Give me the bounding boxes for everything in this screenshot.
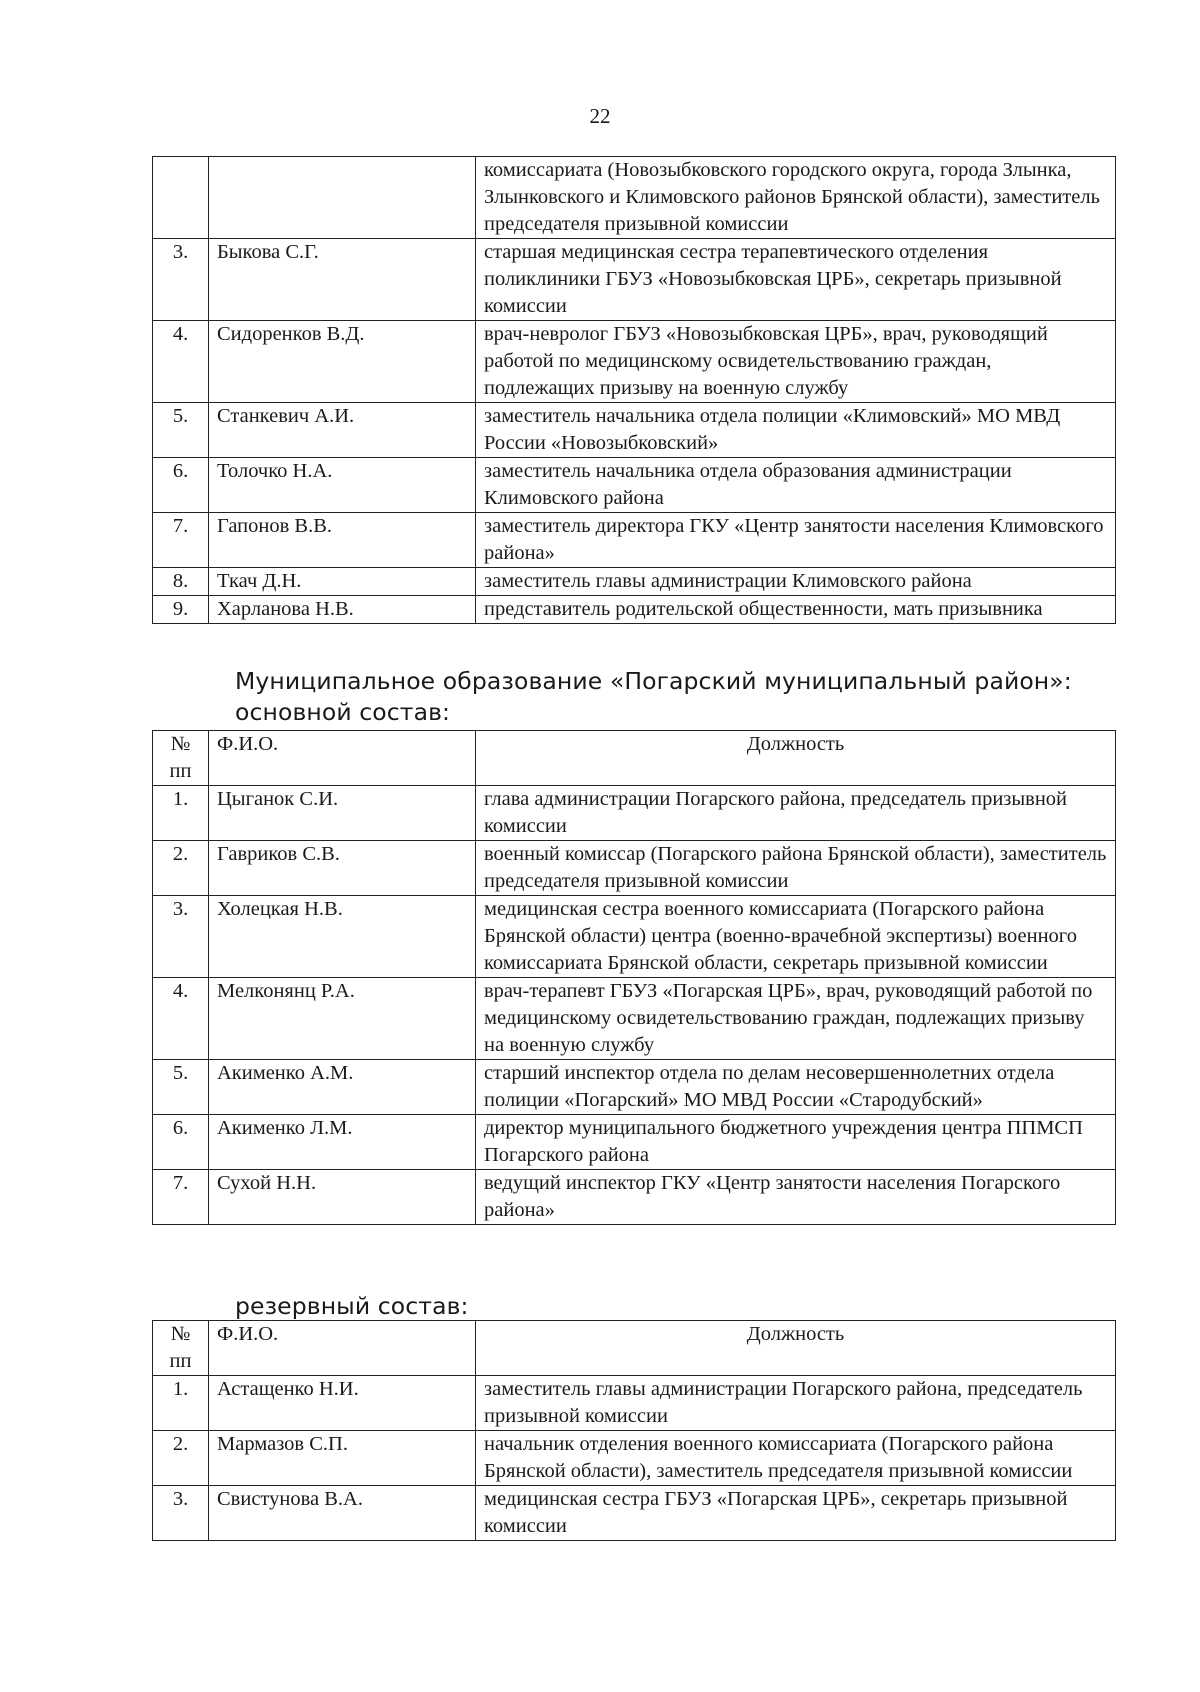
row-number: 2. bbox=[153, 1431, 209, 1486]
row-fio: Ткач Д.Н. bbox=[209, 568, 476, 596]
table-row bbox=[153, 458, 1116, 513]
header-row bbox=[153, 1321, 1116, 1376]
table-row bbox=[153, 1170, 1116, 1225]
row-number: 2. bbox=[153, 841, 209, 896]
row-position: военный комиссар (Погарского района Брянской области), заместитель председателя призывной комиссии bbox=[476, 841, 1116, 896]
table-row bbox=[153, 1486, 1116, 1541]
row-position: врач-невролог ГБУЗ «Новозыбковская ЦРБ», врач, руководящий работой по медицинскому освидетельствованию граждан, подлежащих призыву на военную службу bbox=[476, 321, 1116, 403]
header-row bbox=[153, 731, 1116, 786]
table-row bbox=[153, 321, 1116, 403]
row-position: директор муниципального бюджетного учреждения центра ППМСП Погарского района bbox=[476, 1115, 1116, 1170]
table-row bbox=[153, 1431, 1116, 1486]
table-row bbox=[153, 513, 1116, 568]
row-position: старший инспектор отдела по делам несовершеннолетних отдела полиции «Погарский» МО МВД России «Стародубский» bbox=[476, 1060, 1116, 1115]
table-row bbox=[153, 568, 1116, 596]
row-fio: Быкова С.Г. bbox=[209, 239, 476, 321]
row-number: 9. bbox=[153, 596, 209, 624]
row-position: заместитель главы администрации Погарского района, председатель призывной комиссии bbox=[476, 1376, 1116, 1431]
commission-table-pogar-reserve bbox=[152, 1320, 1116, 1541]
commission-table-klimovsky bbox=[152, 156, 1116, 624]
row-number: 4. bbox=[153, 321, 209, 403]
row-number: 1. bbox=[153, 786, 209, 841]
row-position: заместитель начальника отдела полиции «Климовский» МО МВД России «Новозыбковский» bbox=[476, 403, 1116, 458]
table-row bbox=[153, 896, 1116, 978]
table-row bbox=[153, 157, 1116, 239]
row-position: заместитель главы администрации Климовского района bbox=[476, 568, 1116, 596]
row-number: 7. bbox=[153, 1170, 209, 1225]
row-position: начальник отделения военного комиссариата (Погарского района Брянской области), заместитель председателя призывной комиссии bbox=[476, 1431, 1116, 1486]
row-fio: Мармазов С.П. bbox=[209, 1431, 476, 1486]
commission-table-pogar-main bbox=[152, 730, 1116, 1225]
table-row bbox=[153, 1115, 1116, 1170]
row-number: 8. bbox=[153, 568, 209, 596]
row-number: 3. bbox=[153, 1486, 209, 1541]
table-row bbox=[153, 978, 1116, 1060]
header-num: № пп bbox=[153, 1321, 209, 1376]
header-num: № пп bbox=[153, 731, 209, 786]
row-position: медицинская сестра ГБУЗ «Погарская ЦРБ», секретарь призывной комиссии bbox=[476, 1486, 1116, 1541]
row-fio: Станкевич А.И. bbox=[209, 403, 476, 458]
table-row bbox=[153, 596, 1116, 624]
row-position: старшая медицинская сестра терапевтического отделения поликлиники ГБУЗ «Новозыбковская ЦРБ», секретарь призывной комиссии bbox=[476, 239, 1116, 321]
table-body bbox=[153, 157, 1116, 624]
row-number: 3. bbox=[153, 239, 209, 321]
table-row bbox=[153, 403, 1116, 458]
row-fio: Гавриков С.В. bbox=[209, 841, 476, 896]
row-fio bbox=[209, 157, 476, 239]
row-fio: Холецкая Н.В. bbox=[209, 896, 476, 978]
reserve-composition-label: резервный состав: bbox=[235, 1292, 469, 1320]
header-fio: Ф.И.О. bbox=[209, 1321, 476, 1376]
row-number: 5. bbox=[153, 1060, 209, 1115]
table-header bbox=[153, 731, 1116, 786]
section-heading: Муниципальное образование «Погарский муниципальный район»: bbox=[235, 667, 1072, 695]
row-position: заместитель начальника отдела образования администрации Климовского района bbox=[476, 458, 1116, 513]
row-position: медицинская сестра военного комиссариата (Погарского района Брянской области) центра (военно-врачебной экспертизы) военного комиссариата Брянской области, секретарь призывной комиссии bbox=[476, 896, 1116, 978]
header-position: Должность bbox=[476, 731, 1116, 786]
header-position: Должность bbox=[476, 1321, 1116, 1376]
row-fio: Акименко А.М. bbox=[209, 1060, 476, 1115]
row-fio: Толочко Н.А. bbox=[209, 458, 476, 513]
row-fio: Гапонов В.В. bbox=[209, 513, 476, 568]
table-row bbox=[153, 1376, 1116, 1431]
table-body bbox=[153, 786, 1116, 1225]
row-fio: Мелконянц Р.А. bbox=[209, 978, 476, 1060]
row-position: врач-терапевт ГБУЗ «Погарская ЦРБ», врач, руководящий работой по медицинскому освидетельствованию граждан, подлежащих призыву на военную службу bbox=[476, 978, 1116, 1060]
main-composition-label: основной состав: bbox=[235, 698, 451, 726]
row-number: 6. bbox=[153, 458, 209, 513]
header-fio: Ф.И.О. bbox=[209, 731, 476, 786]
row-fio: Харланова Н.В. bbox=[209, 596, 476, 624]
table-body bbox=[153, 1376, 1116, 1541]
row-number bbox=[153, 157, 209, 239]
row-position: глава администрации Погарского района, председатель призывной комиссии bbox=[476, 786, 1116, 841]
row-fio: Астащенко Н.И. bbox=[209, 1376, 476, 1431]
table-row bbox=[153, 239, 1116, 321]
row-number: 7. bbox=[153, 513, 209, 568]
table-row bbox=[153, 841, 1116, 896]
row-position: заместитель директора ГКУ «Центр занятости населения Климовского района» bbox=[476, 513, 1116, 568]
row-fio: Акименко Л.М. bbox=[209, 1115, 476, 1170]
row-number: 5. bbox=[153, 403, 209, 458]
row-position: комиссариата (Новозыбковского городского округа, города Злынка, Злынковского и Климовского районов Брянской области), заместитель председателя призывной комиссии bbox=[476, 157, 1116, 239]
row-fio: Сидоренков В.Д. bbox=[209, 321, 476, 403]
row-fio: Цыганок С.И. bbox=[209, 786, 476, 841]
row-position: представитель родительской общественности, мать призывника bbox=[476, 596, 1116, 624]
table-row bbox=[153, 1060, 1116, 1115]
row-number: 3. bbox=[153, 896, 209, 978]
table-row bbox=[153, 786, 1116, 841]
row-number: 6. bbox=[153, 1115, 209, 1170]
page-number: 22 bbox=[589, 104, 611, 128]
row-number: 1. bbox=[153, 1376, 209, 1431]
row-position: ведущий инспектор ГКУ «Центр занятости населения Погарского района» bbox=[476, 1170, 1116, 1225]
row-fio: Сухой Н.Н. bbox=[209, 1170, 476, 1225]
row-fio: Свистунова В.А. bbox=[209, 1486, 476, 1541]
row-number: 4. bbox=[153, 978, 209, 1060]
table-header bbox=[153, 1321, 1116, 1376]
